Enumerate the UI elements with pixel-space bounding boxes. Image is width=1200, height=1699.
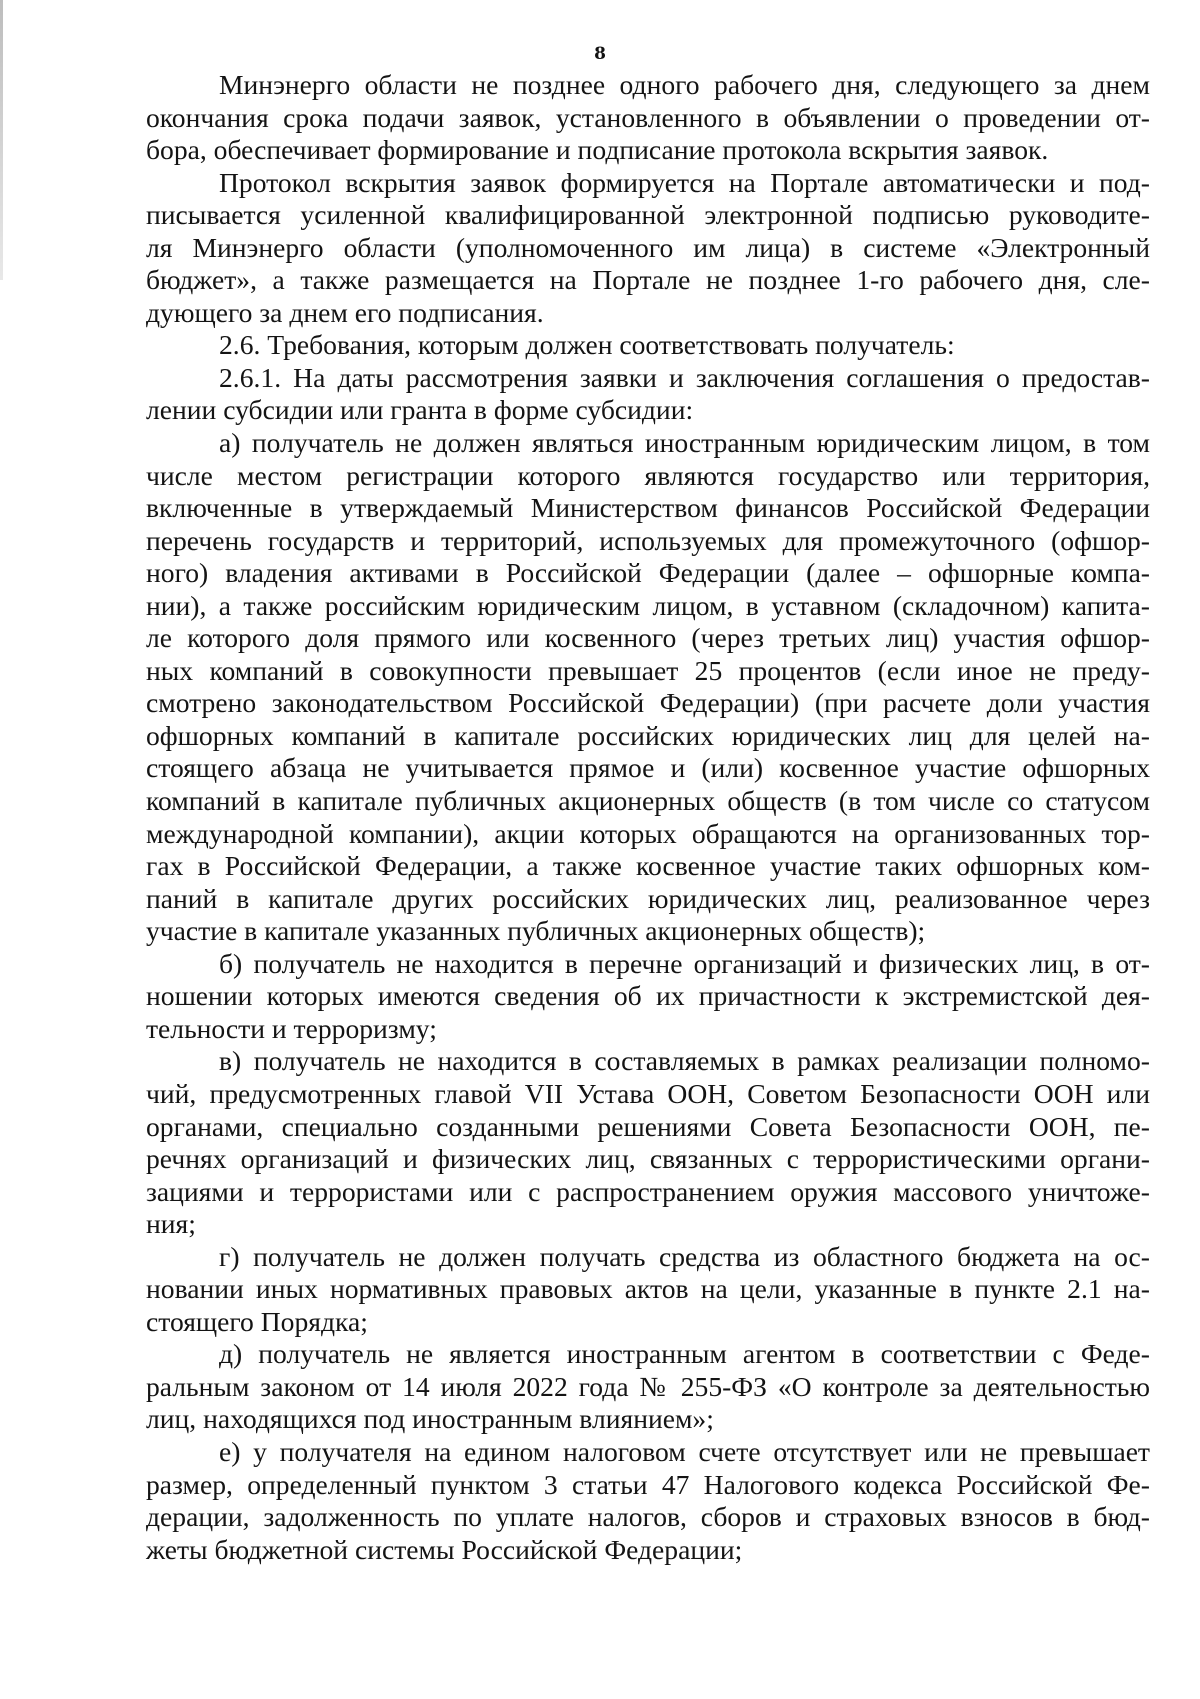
page-number: 8 (594, 44, 606, 64)
text-line: стоящего абзаца не учитывается прямое и (или) косвенное участие офшорных (146, 752, 1150, 784)
text-line: чий, предусмотренных главой VII Устава ООН, Советом Безопасности ООН или (146, 1077, 1150, 1109)
text-line: нии), а также российским юридическим лицом, в уставном (складочном) капита- (146, 589, 1150, 621)
text-line: лиц, находящихся под иностранным влиянием»; (146, 1403, 714, 1435)
text-line: речнях организаций и физических лиц, связанных с террористическими органи- (146, 1143, 1150, 1175)
text-line: 2.6. Требования, которым должен соответствовать получатель: (219, 329, 955, 361)
text-line: д) получатель не является иностранным агентом в соответствии с Феде- (219, 1338, 1150, 1370)
text-line: включенные в утверждаемый Министерством финансов Российской Федерации (146, 492, 1150, 524)
text-line: е) у получателя на едином налоговом счете отсутствует или не превышает (219, 1435, 1150, 1467)
text-line: паний в капитале других российских юридических лиц, реализованное через (146, 882, 1150, 914)
text-line: бора, обеспечивает формирование и подписание протокола вскрытия заявок. (146, 134, 1049, 166)
text-line: ле которого доля прямого или косвенного (через третьих лиц) участия офшор- (146, 622, 1150, 654)
text-line: перечень государств и территорий, используемых для промежуточного (офшор- (146, 524, 1150, 556)
text-line: участие в капитале указанных публичных акционерных обществ); (146, 915, 926, 947)
text-line: смотрено законодательством Российской Федерации) (при расчете доли участия (146, 687, 1150, 719)
text-line: международной компании), акции которых обращаются на организованных тор- (146, 817, 1150, 849)
text-line: тельности и терроризму; (146, 1012, 437, 1044)
text-line: бюджет», а также размещается на Портале не позднее 1-го рабочего дня, сле- (146, 264, 1150, 296)
text-line: окончания срока подачи заявок, установленного в объявлении о проведении от- (146, 101, 1150, 133)
text-line: офшорных компаний в капитале российских юридических лиц для целей на- (146, 719, 1150, 751)
text-line: в) получатель не находится в составляемых в рамках реализации полномо- (219, 1045, 1150, 1077)
text-line: а) получатель не должен являться иностранным юридическим лицом, в том (219, 427, 1150, 459)
text-line: Протокол вскрытия заявок формируется на Портале автоматически и под- (219, 166, 1150, 198)
text-line: новании иных нормативных правовых актов на цели, указанные в пункте 2.1 на- (146, 1273, 1150, 1305)
text-line: ного) владения активами в Российской Федерации (далее – офшорные компа- (146, 557, 1150, 589)
scan-edge-shadow (0, 0, 3, 280)
text-line: жеты бюджетной системы Российской Федерации; (146, 1533, 743, 1565)
text-line: б) получатель не находится в перечне организаций и физических лиц, в от- (219, 947, 1150, 979)
text-line: лении субсидии или гранта в форме субсидии: (146, 394, 694, 426)
text-line: дерации, задолженность по уплате налогов, сборов и страховых взносов в бюд- (146, 1501, 1150, 1533)
text-line: ных компаний в совокупности превышает 25 процентов (если иное не преду- (146, 654, 1150, 686)
text-line: ральным законом от 14 июля 2022 года № 255-ФЗ «О контроле за деятельностью (146, 1370, 1150, 1402)
text-line: Минэнерго области не позднее одного рабочего дня, следующего за днем (219, 69, 1150, 100)
text-line: компаний в капитале публичных акционерных обществ (в том числе со статусом (146, 785, 1150, 817)
text-line: ния; (146, 1208, 196, 1240)
text-line: г) получатель не должен получать средства из областного бюджета на ос- (219, 1240, 1150, 1272)
text-line: стоящего Порядка; (146, 1305, 368, 1337)
text-line: писывается усиленной квалифицированной электронной подписью руководите- (146, 199, 1150, 231)
text-line: числе местом регистрации которого являются государство или территория, (146, 459, 1150, 491)
text-line: ля Минэнерго области (уполномоченного им лица) в системе «Электронный (146, 231, 1150, 263)
document-body (146, 69, 1150, 1566)
text-line: 2.6.1. На даты рассмотрения заявки и заключения соглашения о предостав- (219, 361, 1150, 393)
text-line: размер, определенный пунктом 3 статьи 47 Налогового кодекса Российской Фе- (146, 1468, 1150, 1500)
text-line: органами, специально созданными решениями Совета Безопасности ООН, пе- (146, 1110, 1150, 1142)
text-line: ношении которых имеются сведения об их причастности к экстремистской дея- (146, 980, 1150, 1012)
text-line: зациями и террористами или с распространением оружия массового уничтоже- (146, 1175, 1150, 1207)
text-line: гах в Российской Федерации, а также косвенное участие таких офшорных ком- (146, 850, 1150, 882)
text-line: дующего за днем его подписания. (146, 296, 544, 328)
